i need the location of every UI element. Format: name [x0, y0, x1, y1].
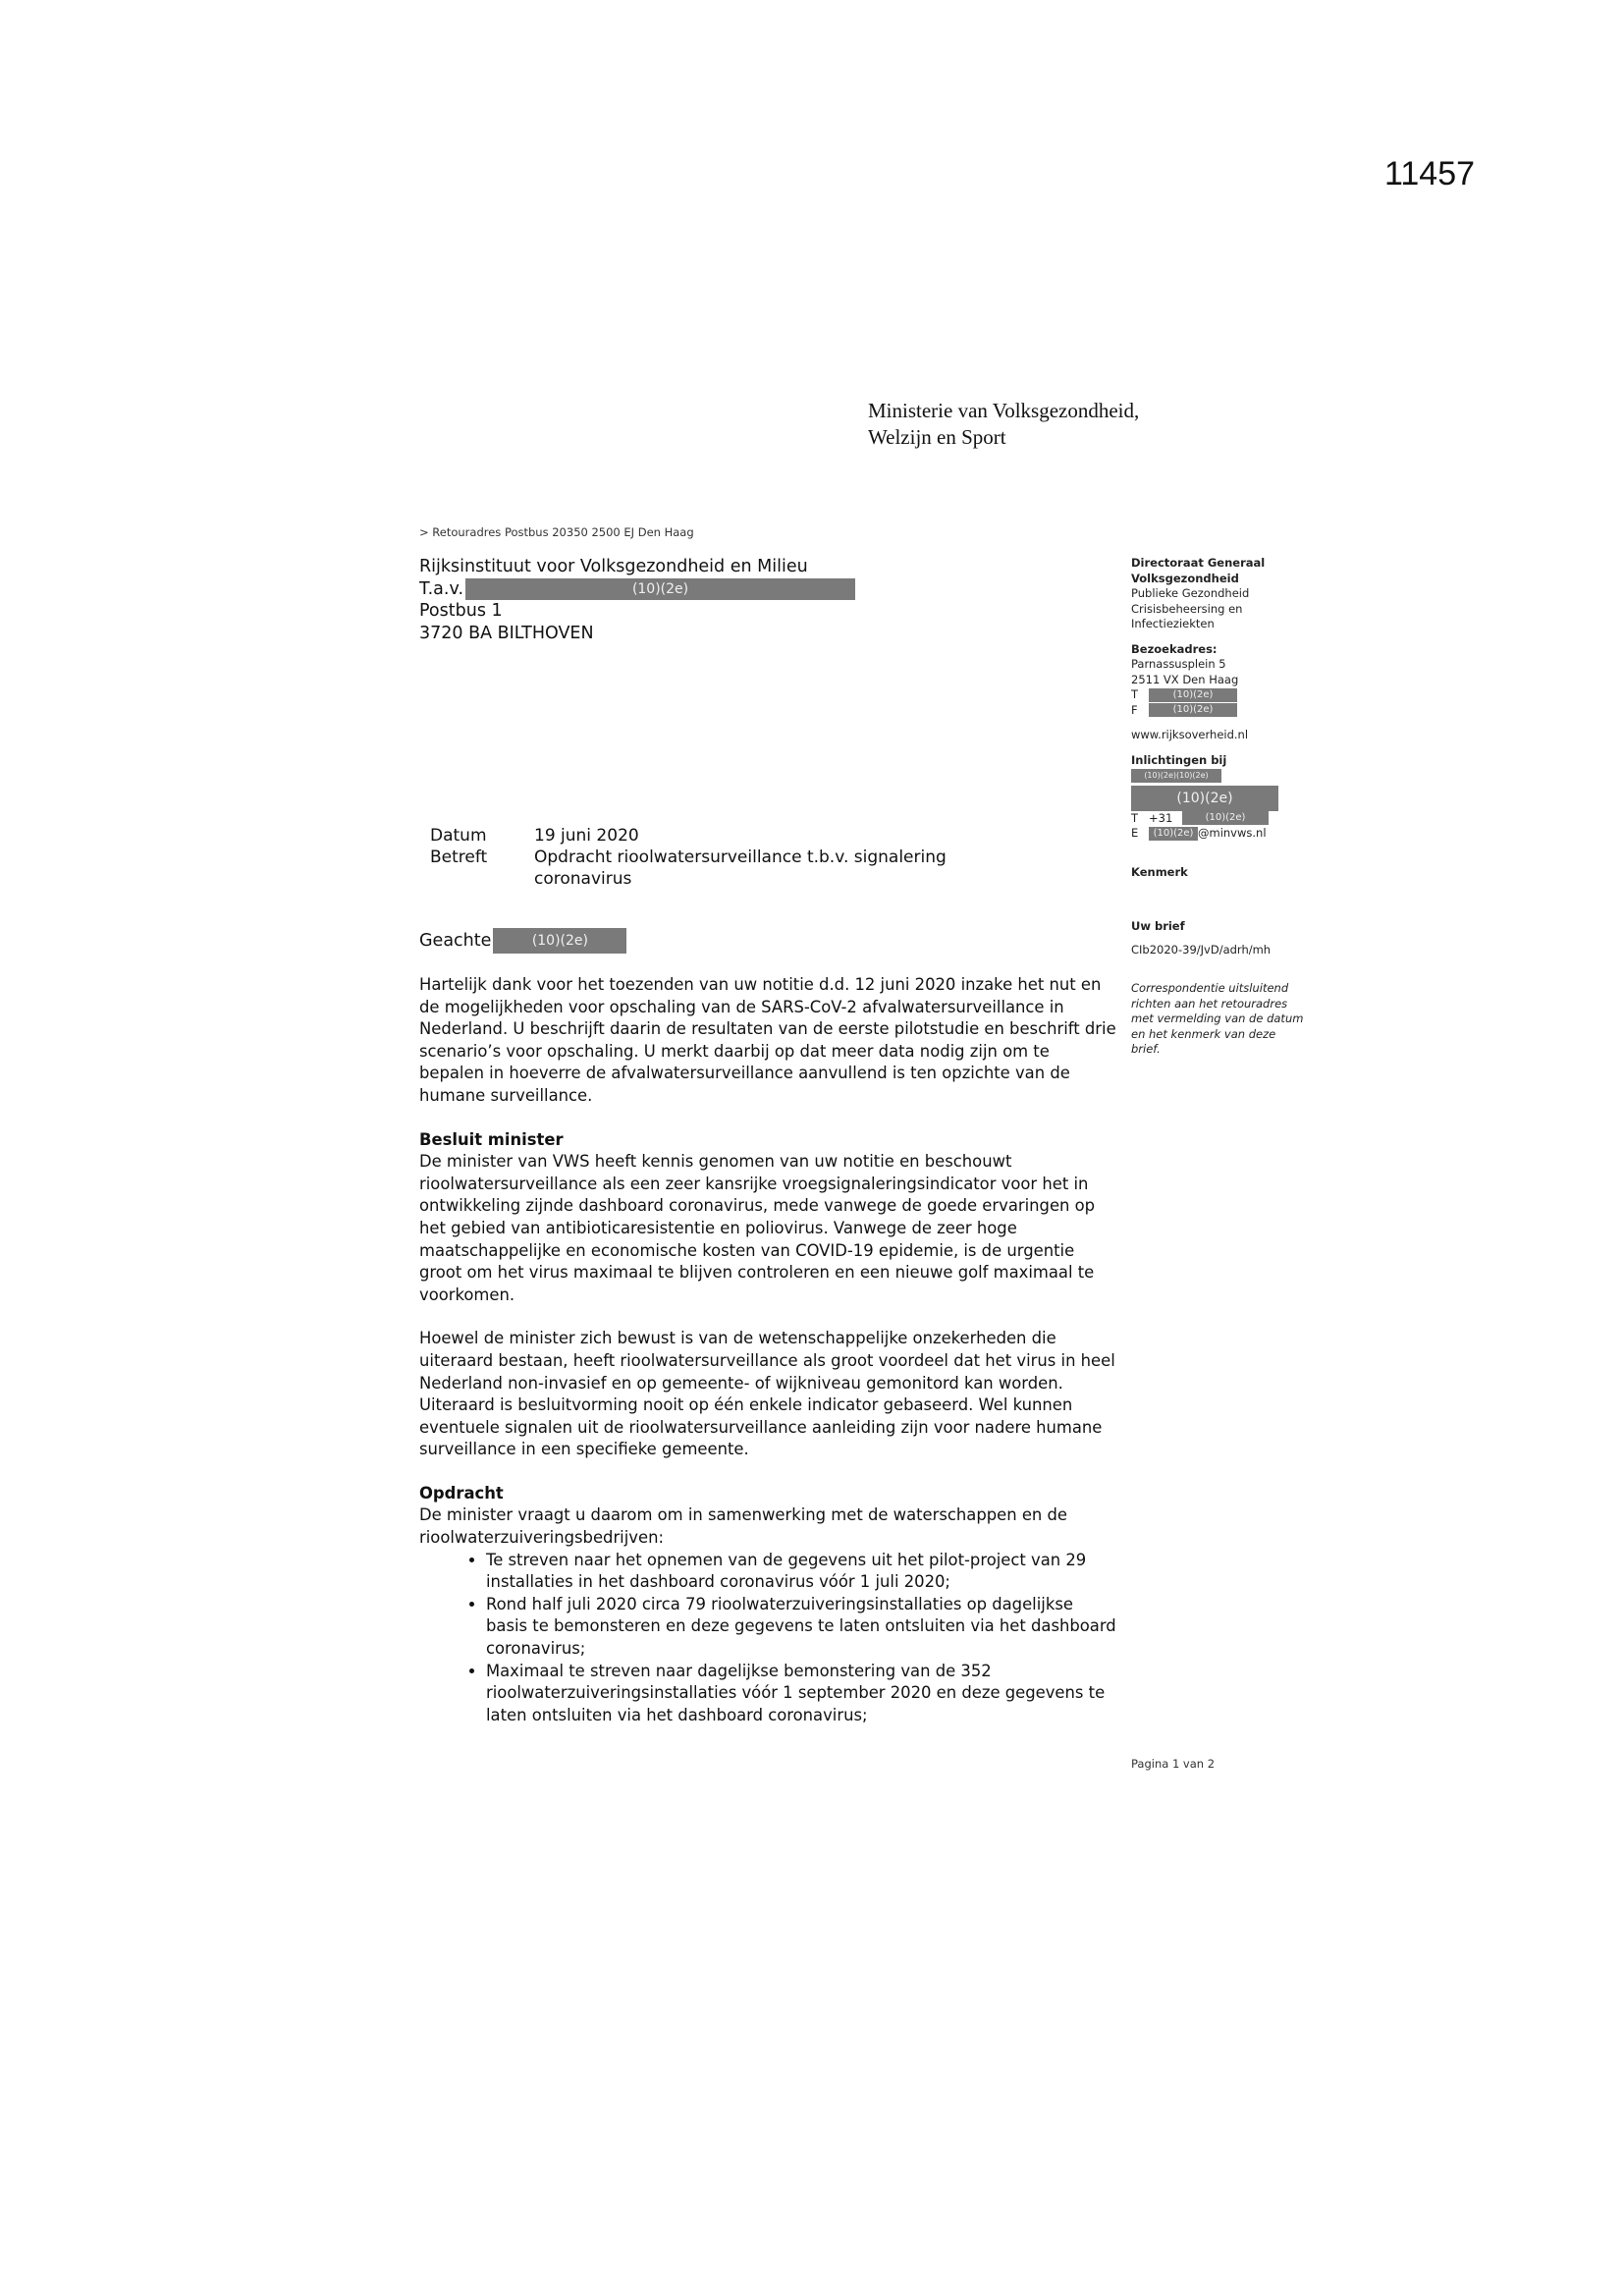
document-number: 11457	[1384, 155, 1476, 192]
list-item: • Maximaal te streven naar dagelijkse bemonstering van de 352 rioolwaterzuiveringsinstallaties vóór 1 september 2020 en deze gegevens te laten ontsluiten via het dashboard coronavirus;	[486, 1661, 1116, 1727]
sender-sidebar	[1131, 556, 1327, 1058]
sidebar-kenmerk-label: Kenmerk	[1131, 864, 1188, 879]
list-item: • Rond half juli 2020 circa 79 rioolwaterzuiveringsinstallaties op dagelijkse basis te bemonsteren en deze gegevens te laten ontsluiten via het dashboard coronavirus;	[486, 1594, 1116, 1661]
recipient-line-3: Postbus 1	[419, 601, 503, 621]
ministry-line-1: Ministerie van Volksgezondheid,	[868, 399, 1140, 422]
intro-paragraph: Hartelijk dank voor het toezenden van uw notitie d.d. 12 juni 2020 inzake het nut en de mogelijkheden voor opschaling van de SARS-CoV-2 afvalwatersurveillance in Nederland. U beschrijft daarin de resultaten van de eerste pilotstudie en beschrift drie scenario’s voor opschaling. U merkt daarbij op dat meer data nodig zijn om te bepalen in hoeverre de afvalwatersurveillance aanvullend is ten opzichte van de humane surveillance.	[419, 975, 1116, 1105]
datum-value: 19 juni 2020	[534, 826, 639, 846]
recipient-address	[419, 556, 855, 644]
phone-label: T	[1131, 810, 1139, 825]
recipient-line-4: 3720 BA BILTHOVEN	[419, 623, 594, 643]
redaction-block: (10)(2e)	[1182, 811, 1269, 825]
betreft-line-2: coronavirus	[534, 869, 632, 889]
email-label: E	[1131, 826, 1139, 840]
redaction-block: (10)(2e)	[493, 928, 626, 954]
sidebar-phone	[1131, 811, 1327, 827]
datum-label: Datum	[430, 826, 487, 846]
sidebar-info-contact-2	[1131, 786, 1327, 811]
letter-body	[419, 974, 1116, 1726]
redaction-block: (10)(2e)	[1149, 827, 1198, 841]
sidebar-uwbrief-label: Uw brief	[1131, 919, 1185, 933]
redaction-block: (10)(2e)	[1149, 688, 1237, 702]
ministry-line-2: Welzijn en Sport	[868, 425, 1006, 449]
opdracht-list	[419, 1550, 1116, 1727]
sidebar-info-contact	[1131, 768, 1327, 784]
phone-prefix: +31	[1149, 810, 1173, 825]
page-number: Pagina 1 van 2	[1131, 1757, 1216, 1771]
redaction-block: (10)(2e)	[1131, 786, 1278, 811]
sidebar-note-1: Correspondentie uitsluitend	[1131, 981, 1289, 995]
betreft-label: Betreft	[430, 847, 488, 867]
return-address: > Retouradres Postbus 20350 2500 EJ Den Haag	[419, 525, 694, 539]
t-label: T	[1131, 687, 1139, 701]
section-heading-opdracht: Opdracht	[419, 1483, 504, 1503]
letter-metadata	[430, 825, 947, 890]
salutation-text: Geachte	[419, 931, 492, 951]
sidebar-email	[1131, 826, 1327, 842]
ministry-logo-text	[868, 398, 1139, 451]
sidebar-dept-1: Publieke Gezondheid	[1131, 586, 1250, 600]
recipient-line-1: Rijksinstituut voor Volksgezondheid en Milieu	[419, 557, 808, 576]
redaction-block: (10)(2e)	[465, 578, 855, 600]
sidebar-note-4: en het kenmerk van deze	[1131, 1026, 1276, 1041]
sidebar-visit-label: Bezoekadres:	[1131, 641, 1218, 656]
recipient-tav	[419, 578, 855, 601]
sidebar-note-5: brief.	[1131, 1042, 1161, 1056]
sidebar-dept-3: Infectieziekten	[1131, 617, 1215, 630]
section-heading-besluit: Besluit minister	[419, 1129, 564, 1149]
betreft-line-1: Opdracht rioolwatersurveillance t.b.v. signalering	[534, 847, 947, 867]
sidebar-note-3: met vermelding van de datum	[1131, 1011, 1304, 1025]
list-item: • Te streven naar het opnemen van de gegevens uit het pilot-project van 29 installaties in het dashboard coronavirus vóór 1 juli 2020;	[486, 1550, 1116, 1594]
opdracht-paragraph: De minister vraagt u daarom om in samenwerking met de waterschappen en de rioolwaterzuiveringsbedrijven:	[419, 1505, 1068, 1548]
betreft-value	[534, 847, 947, 890]
sidebar-dg-1: Directoraat Generaal	[1131, 556, 1266, 570]
redaction-block: (10)(2e)(10)(2e)	[1131, 769, 1221, 783]
tav-label: T.a.v.	[419, 578, 464, 599]
redaction-block: (10)(2e)	[1149, 703, 1237, 717]
sidebar-info-label: Inlichtingen bij	[1131, 752, 1227, 767]
sidebar-note-2: richten aan het retouradres	[1131, 996, 1288, 1011]
f-label: F	[1131, 702, 1138, 717]
sidebar-website: www.rijksoverheid.nl	[1131, 728, 1249, 741]
sidebar-dg-2: Volksgezondheid	[1131, 571, 1239, 585]
sidebar-dept-2: Crisisbeheersing en	[1131, 601, 1243, 616]
sidebar-fax	[1131, 703, 1327, 719]
sidebar-uwbrief-value: CIb2020-39/JvD/adrh/mh	[1131, 942, 1272, 957]
hoewel-paragraph: Hoewel de minister zich bewust is van de wetenschappelijke onzekerheden die uiteraard bestaan, heeft rioolwatersurveillance als groot voordeel dat het virus in heel Nederland non-invasief en op gemeente- of wijkniveau gemonitord kan worden. Uiteraard is besluitvorming nooit op één enkele indicator gebaseerd. Wel kunnen eventuele signalen uit de rioolwatersurveillance aanleiding zijn voor nadere humane surveillance in een specifieke gemeente.	[419, 1329, 1115, 1459]
email-domain: @minvws.nl	[1198, 826, 1267, 840]
besluit-paragraph: De minister van VWS heeft kennis genomen van uw notitie en beschouwt rioolwatersurveillance als een zeer kansrijke vroegsignaleringsindicator voor het in ontwikkeling zijnde dashboard coronavirus, mede vanwege de goede ervaringen op het gebied van antibioticaresistentie en poliovirus. Vanwege de zeer hoge maatschappelijke en economische kosten van COVID-19 epidemie, is de urgentie groot om het virus maximaal te blijven controleren en een nieuwe golf maximaal te voorkomen.	[419, 1152, 1096, 1304]
sidebar-telephone	[1131, 687, 1327, 703]
sidebar-street: Parnassusplein 5	[1131, 657, 1226, 671]
sidebar-city: 2511 VX Den Haag	[1131, 672, 1239, 686]
salutation	[419, 928, 626, 954]
